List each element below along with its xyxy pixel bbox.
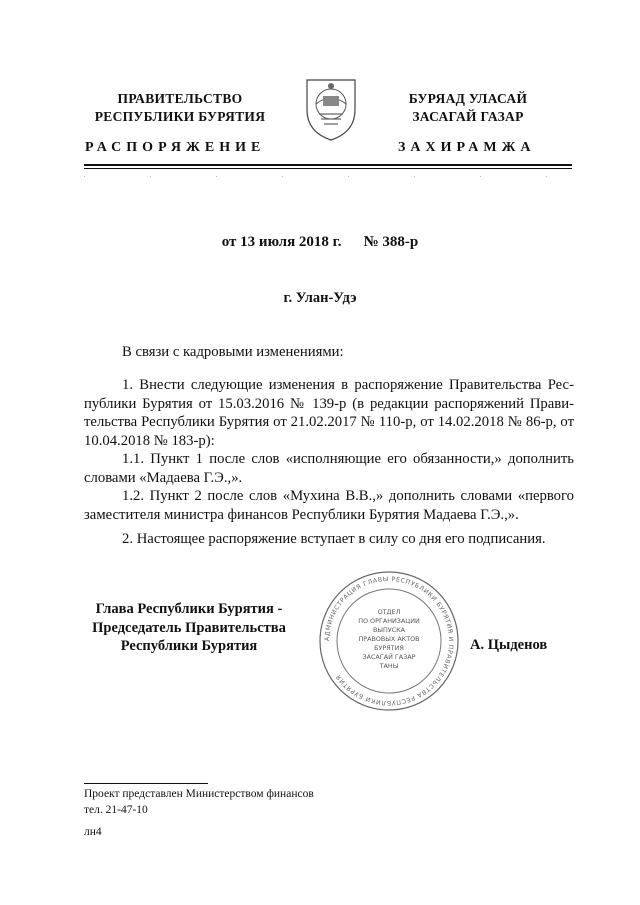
seal-ring-text: АДМИНИСТРАЦИЯ ГЛАВЫ РЕСПУБЛИКИ БУРЯТИЯ И ПРАВИТЕЛЬСТВА РЕСПУБЛИКИ БУРЯТИЯ xyxy=(323,575,455,707)
item-2: 2. Настоящее распоряжение вступает в силу со дня его подписания. xyxy=(122,531,546,547)
item-1-1: 1.1. Пункт 1 после слов «исполняющие его обязанности,» дополнить словами «Мадаева Г.Э.,». xyxy=(84,451,574,486)
item-1: 1. Внести следующие изменения в распоряжение Правительства Республики Бурятия от 15.03.2016 № 139-р (в редакции распоряжений Правительства Республики Бурятия от 21.02.2017 № 110-р, от 14.02.2018 № 86-р, от 10.04.2018 № 183-р): xyxy=(84,377,574,449)
org-name-buryat-line1: БУРЯАД УЛАСАЙ xyxy=(408,91,528,106)
document-date: от 13 июля 2018 г. xyxy=(221,234,342,250)
doc-type-title-buryat: ЗАХИРАМЖА xyxy=(398,140,536,155)
date-number-line xyxy=(0,234,640,251)
position-line2: Председатель Правительства xyxy=(92,619,286,636)
header-rule-thick xyxy=(84,164,572,166)
footer-rule xyxy=(84,783,208,784)
dotted-rule xyxy=(84,176,572,177)
footer-code: лн4 xyxy=(84,826,102,838)
org-name-line1: ПРАВИТЕЛЬСТВО xyxy=(117,91,243,106)
position-line1: Глава Республики Бурятия - xyxy=(95,601,283,617)
doc-type-title: РАСПОРЯЖЕНИЕ xyxy=(85,140,266,155)
seal-line7: ТАНЫ xyxy=(379,662,399,670)
official-seal-stamp xyxy=(318,570,460,712)
seal-line1: ОТДЕЛ xyxy=(377,608,401,616)
item-2-block xyxy=(84,530,574,549)
seal-line2: ПО ОРГАНИЗАЦИИ xyxy=(358,617,420,625)
item-1-block xyxy=(84,376,574,524)
intro-paragraph xyxy=(84,343,574,362)
header-rule-thin xyxy=(84,168,572,169)
item-1-2: 1.2. Пункт 2 после слов «Мухина В.В.,» дополнить словами «первого заместителя министра финансов Республики Бурятия Мадаева Г.Э.,». xyxy=(84,488,574,523)
signatory-name: А. Цыденов xyxy=(470,637,548,653)
signatory-position xyxy=(84,600,294,656)
position-line3: Республики Бурятия xyxy=(120,638,258,654)
seal-line3: ВЫПУСКА xyxy=(372,626,406,634)
seal-line4: ПРАВОВЫХ АКТОВ xyxy=(358,635,420,643)
document-city: г. Улан-Удэ xyxy=(283,290,357,306)
org-name-line2: РЕСПУБЛИКИ БУРЯТИЯ xyxy=(94,109,266,124)
footer-prepared-by: Проект представлен Министерством финансов xyxy=(84,788,314,800)
coat-of-arms-icon xyxy=(301,74,361,142)
header-right-block xyxy=(388,90,548,126)
header-left-block xyxy=(85,90,275,126)
footer-phone: тел. 21-47-10 xyxy=(84,804,148,816)
seal-line5: БУРЯТИЯ xyxy=(374,644,404,652)
document-number: № 388-р xyxy=(363,234,419,250)
seal-line6: ЗАСАГАЙ ГАЗАР xyxy=(362,653,416,661)
intro-text: В связи с кадровыми изменениями: xyxy=(122,344,344,360)
org-name-buryat-line2: ЗАСАГАЙ ГАЗАР xyxy=(412,109,524,124)
